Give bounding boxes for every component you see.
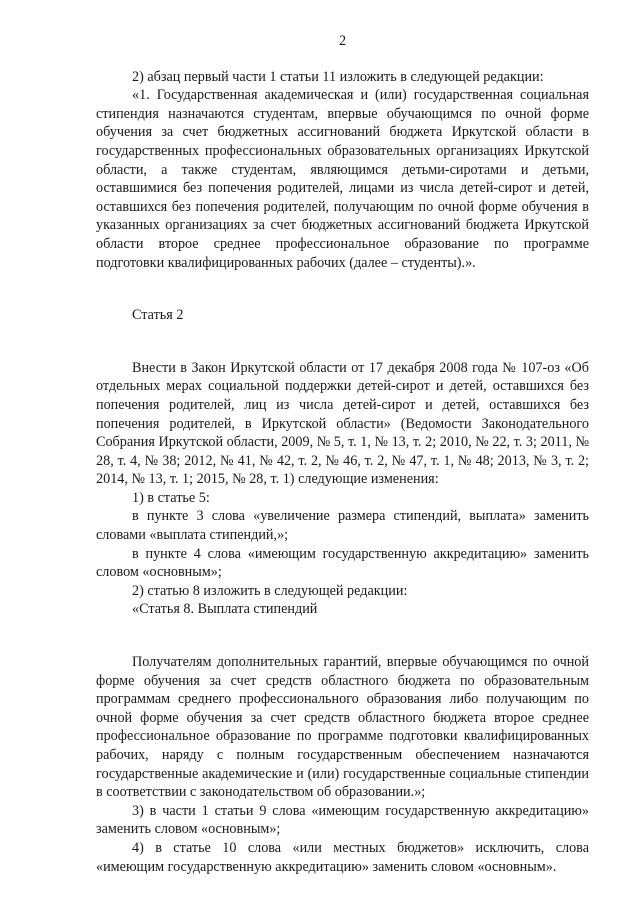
article-heading: Статья 2 (132, 307, 184, 324)
spacer (96, 619, 589, 653)
paragraph-introduce-law: Внести в Закон Иркутской области от 17 декабря 2008 года № 107-оз «Об отдельных мерах социальной поддержки детей-сирот и детей, оставшихся без попечения родителей, лиц из числа детей-сирот и детей, оставшихся без попечения родителей, в Иркутской области» (Ведомости Законодательного Собрания Иркутской области, 2009, № 5, т. 1, № 13, т. 2; 2010, № 22, т. 3; 2011, № 28, т. 4, № 38; 2012, № 41, № 42, т. 2, № 46, т. 2, № 47, т. 1, № 48; 2013, № 3, т. 2; 2014, № 13, т. 1; 2015, № 28, т. 1) следующие изменения: (96, 359, 589, 488)
paragraph-item-2: 2) статью 8 изложить в следующей редакции: (132, 582, 408, 599)
paragraph-article-8-title: «Статья 8. Выплата стипендий (132, 601, 318, 618)
paragraph-article-8-text: Получателям дополнительных гарантий, впервые обучающимся по очной форме обучения за счет средств областного бюджета по образовательным программам среднего профессионального образования либо получающим по очной форме обучения за счет средств областного бюджета второе среднее профессиональное образование по программе подготовки квалифицированных рабочих, наряду с полным государственным обеспечением назначаются государственные академические и (или) государственные социальные стипендии в соответствии с законодательством об образовании.»; (96, 654, 589, 801)
paragraph-item-1: 1) в статье 5: (132, 489, 210, 506)
paragraph-item-1-point-4: в пункте 4 слова «имеющим государственную аккредитацию» заменить словом «основным»; (96, 545, 589, 581)
paragraph-item-1-point-3: в пункте 3 слова «увеличение размера стипендий, выплата» заменить словами «выплата стипендий,»; (96, 508, 589, 544)
paragraph-item-4: 4) в статье 10 слова «или местных бюджетов» исключить, слова «имеющим государственную аккредитацию» заменить словом «основным». (96, 839, 589, 875)
spacer (96, 272, 589, 306)
paragraph-item-3: 3) в части 1 статьи 9 слова «имеющим государственную аккредитацию» заменить словом «основным»; (96, 802, 589, 838)
paragraph-quoted-part-1: «1. Государственная академическая и (или) государственная социальная стипендия назначаются студентам, впервые обучающимся по очной форме обучения за счет бюджетных ассигнований бюджета Иркутской области в государственных профессиональных образовательных организациях Иркутской области, а также студентам, являющимся детьми-сиротами и детьми, оставшимися без попечения родителей, лицами из числа детей-сирот и детей, оставшихся без попечения родителей, получающим по очной форме обучения в указанных организациях за счет бюджетных ассигнований бюджета Иркутской области второе среднее профессиональное образование по программе подготовки квалифицированных рабочих (далее – студенты).». (96, 87, 589, 271)
page-number: 2 (338, 33, 347, 49)
paragraph-amendment-2: 2) абзац первый части 1 статьи 11 изложить в следующей редакции: (132, 68, 544, 85)
spacer (96, 325, 589, 359)
